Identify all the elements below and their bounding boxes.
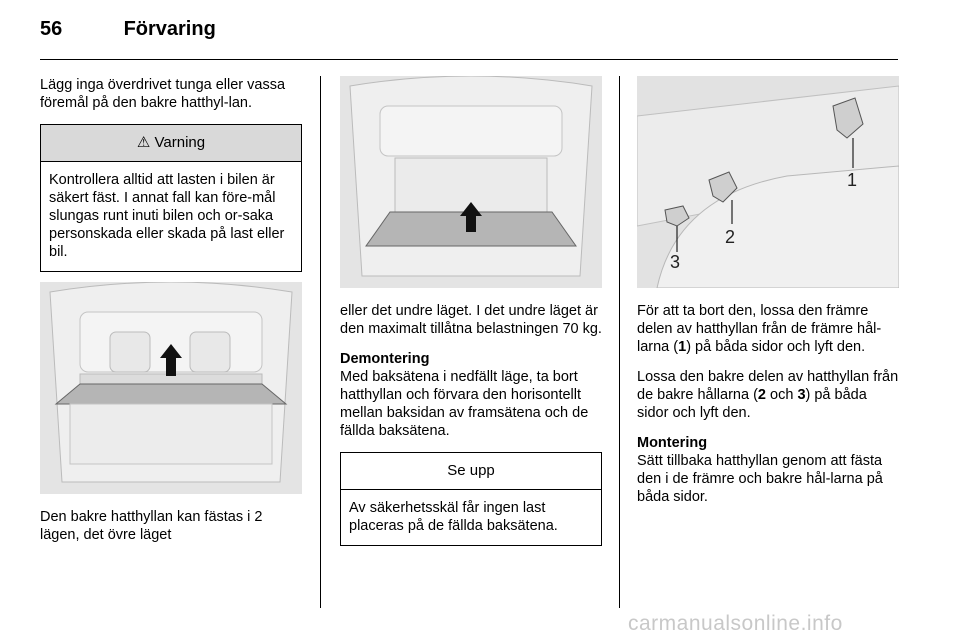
warning-title: Varning [154,134,206,151]
removal-paragraph-2: Lossa den bakre delen av hatthyllan från de bakre hållarna (2 och 3) på båda sidor och lyft den. [637,369,899,421]
lower-position-paragraph: eller det undre läget. I det undre läget är den maximalt tillåtna belastningen 70 kg. [340,303,602,337]
page-title: Förvaring [123,18,216,40]
column-2 [340,76,602,556]
lower-position-illustration [340,76,602,288]
column-divider-2 [619,76,620,608]
upper-position-illustration [40,282,302,494]
column-divider-1 [320,76,321,608]
column-1 [40,76,302,556]
intro-paragraph: Lägg inga överdrivet tunga eller vassa föremål på den bakre hatthyl-lan. [40,77,286,111]
warning-header [41,125,301,162]
callout-1: 1 [847,170,858,190]
page-header [40,18,216,41]
caption-paragraph: Den bakre hatthyllan kan fästas i 2 lägen, det övre läget [40,509,263,543]
column-3 [637,76,899,518]
caution-box [340,452,602,546]
removal-paragraph-1: För att ta bort den, lossa den främre delen av hatthyllan från de främre hål-larna (1) på båda sidor och lyft den. [637,303,882,355]
warning-triangle-icon: ⚠ [136,134,151,151]
montering-heading: Montering [637,435,708,451]
holder-positions-illustration [637,76,899,288]
page-number: 56 [40,18,63,40]
caution-text: Av säkerhetsskäl får ingen last placeras på de fällda baksätena. [349,500,558,534]
warning-text: Kontrollera alltid att lasten i bilen är säkert fäst. I annat fall kan före-mål slungas runt inuti bilen och or-saka personskada eller skada på last eller bil. [49,172,285,260]
warning-box [40,124,302,272]
demontering-heading: Demontering [340,351,430,367]
montering-paragraph: Sätt tillbaka hatthyllan genom att fästa den i de främre och bakre hål-larna på båda sidor. [637,453,883,505]
demontering-paragraph: Med baksätena i nedfällt läge, ta bort hatthyllan och förvara den horisontellt mellan baksidan av framsätena och de fällda baksätena. [340,369,589,439]
caution-title: Se upp [341,453,601,490]
header-rule [40,59,898,60]
callout-2: 2 [725,227,736,247]
callout-3: 3 [670,252,681,272]
watermark: carmanualsonline.info [628,612,843,635]
